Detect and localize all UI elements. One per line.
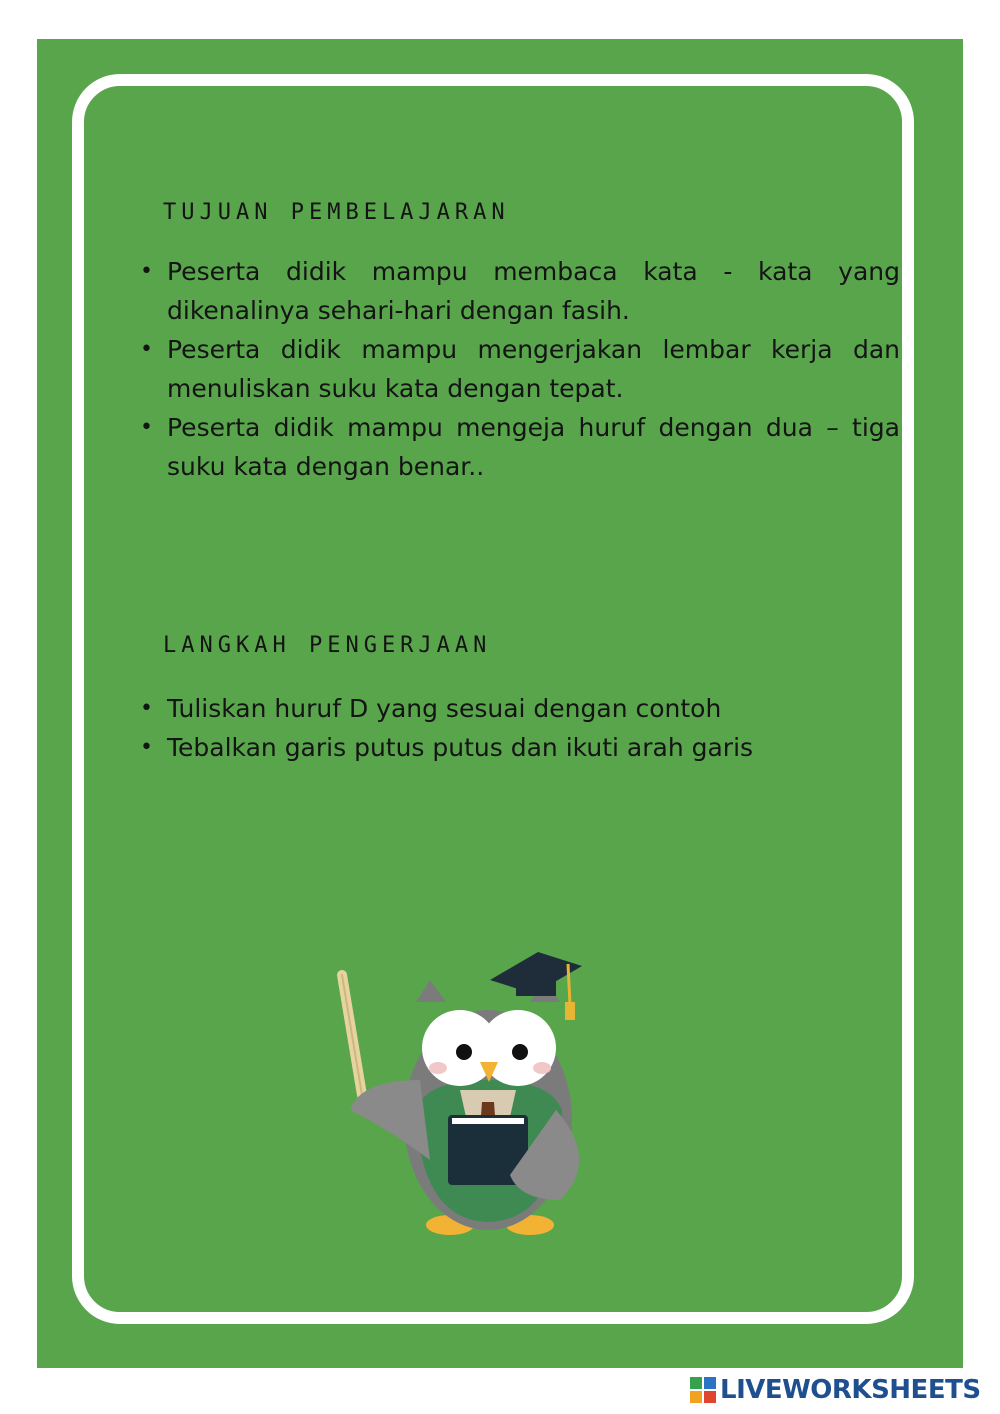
objectives-list — [140, 252, 900, 486]
list-item: • Peserta didik mampu mengerjakan lembar kerja dan menuliskan suku kata dengan tepat. — [140, 330, 900, 408]
objectives-heading: TUJUAN PEMBELAJARAN — [163, 200, 510, 225]
owl-teacher-illustration — [320, 930, 620, 1250]
steps-heading: LANGKAH PENGERJAAN — [163, 633, 492, 658]
brand-name: LIVEWORKSHEETS — [720, 1375, 981, 1405]
liveworksheets-logo-icon — [690, 1377, 716, 1403]
list-item: • Tuliskan huruf D yang sesuai dengan contoh — [140, 689, 900, 728]
brand-footer[interactable] — [690, 1372, 990, 1408]
steps-list — [140, 689, 900, 767]
list-item: • Peserta didik mampu membaca kata - kata yang dikenalinya sehari-hari dengan fasih. — [140, 252, 900, 330]
list-item: • Tebalkan garis putus putus dan ikuti arah garis — [140, 728, 900, 767]
list-item: • Peserta didik mampu mengeja huruf dengan dua – tiga suku kata dengan benar.. — [140, 408, 900, 486]
